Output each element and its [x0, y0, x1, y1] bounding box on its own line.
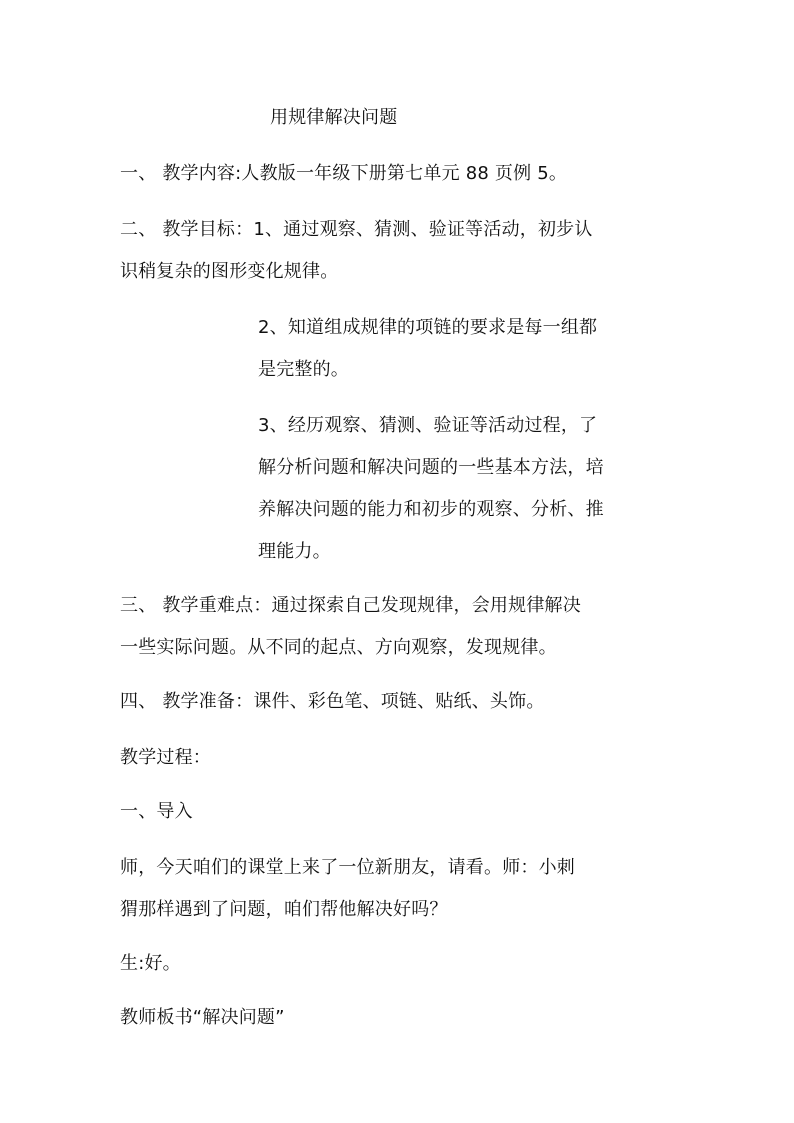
key-points-line-2: 一些实际问题。从不同的起点、方向观察，发现规律。 — [120, 637, 557, 658]
teacher-dialogue-line-1: 师，今天咱们的课堂上来了一位新朋友，请看。师：小刺 — [120, 857, 575, 878]
goal-2-line-1: 2、知道组成规律的项链的要求是每一组都 — [258, 317, 598, 338]
intro-heading: 一、导入 — [120, 801, 193, 822]
goal-3-line-2: 解分析问题和解决问题的一些基本方法，培 — [258, 457, 604, 478]
student-response-line: 生:好。 — [120, 953, 181, 974]
teaching-goals-line-2: 识稍复杂的图形变化规律。 — [120, 261, 339, 282]
goal-3-line-3: 养解决问题的能力和初步的观察、分析、推 — [258, 499, 604, 520]
goal-3-line-4: 理能力。 — [258, 541, 331, 562]
board-writing-line: 教师板书“解决问题” — [120, 1007, 285, 1028]
goal-2-line-2: 是完整的。 — [258, 359, 349, 380]
teaching-goals-line-1: 二、 教学目标：1、通过观察、猜测、验证等活动，初步认 — [120, 219, 593, 240]
key-points-line-1: 三、 教学重难点：通过探索自己发现规律，会用规律解决 — [120, 595, 581, 616]
teacher-dialogue-line-2: 猬那样遇到了问题，咱们帮他解决好吗？ — [120, 899, 448, 920]
page-title: 用规律解决问题 — [270, 107, 398, 128]
goal-3-line-1: 3、经历观察、猜测、验证等活动过程，了 — [258, 415, 598, 436]
teaching-process-heading: 教学过程： — [120, 747, 211, 768]
teaching-content-line-1: 一、 教学内容:人教版一年级下册第七单元 88 页例 5。 — [120, 163, 568, 184]
teaching-prep-line: 四、 教学准备：课件、彩色笔、项链、贴纸、头饰。 — [120, 691, 545, 712]
